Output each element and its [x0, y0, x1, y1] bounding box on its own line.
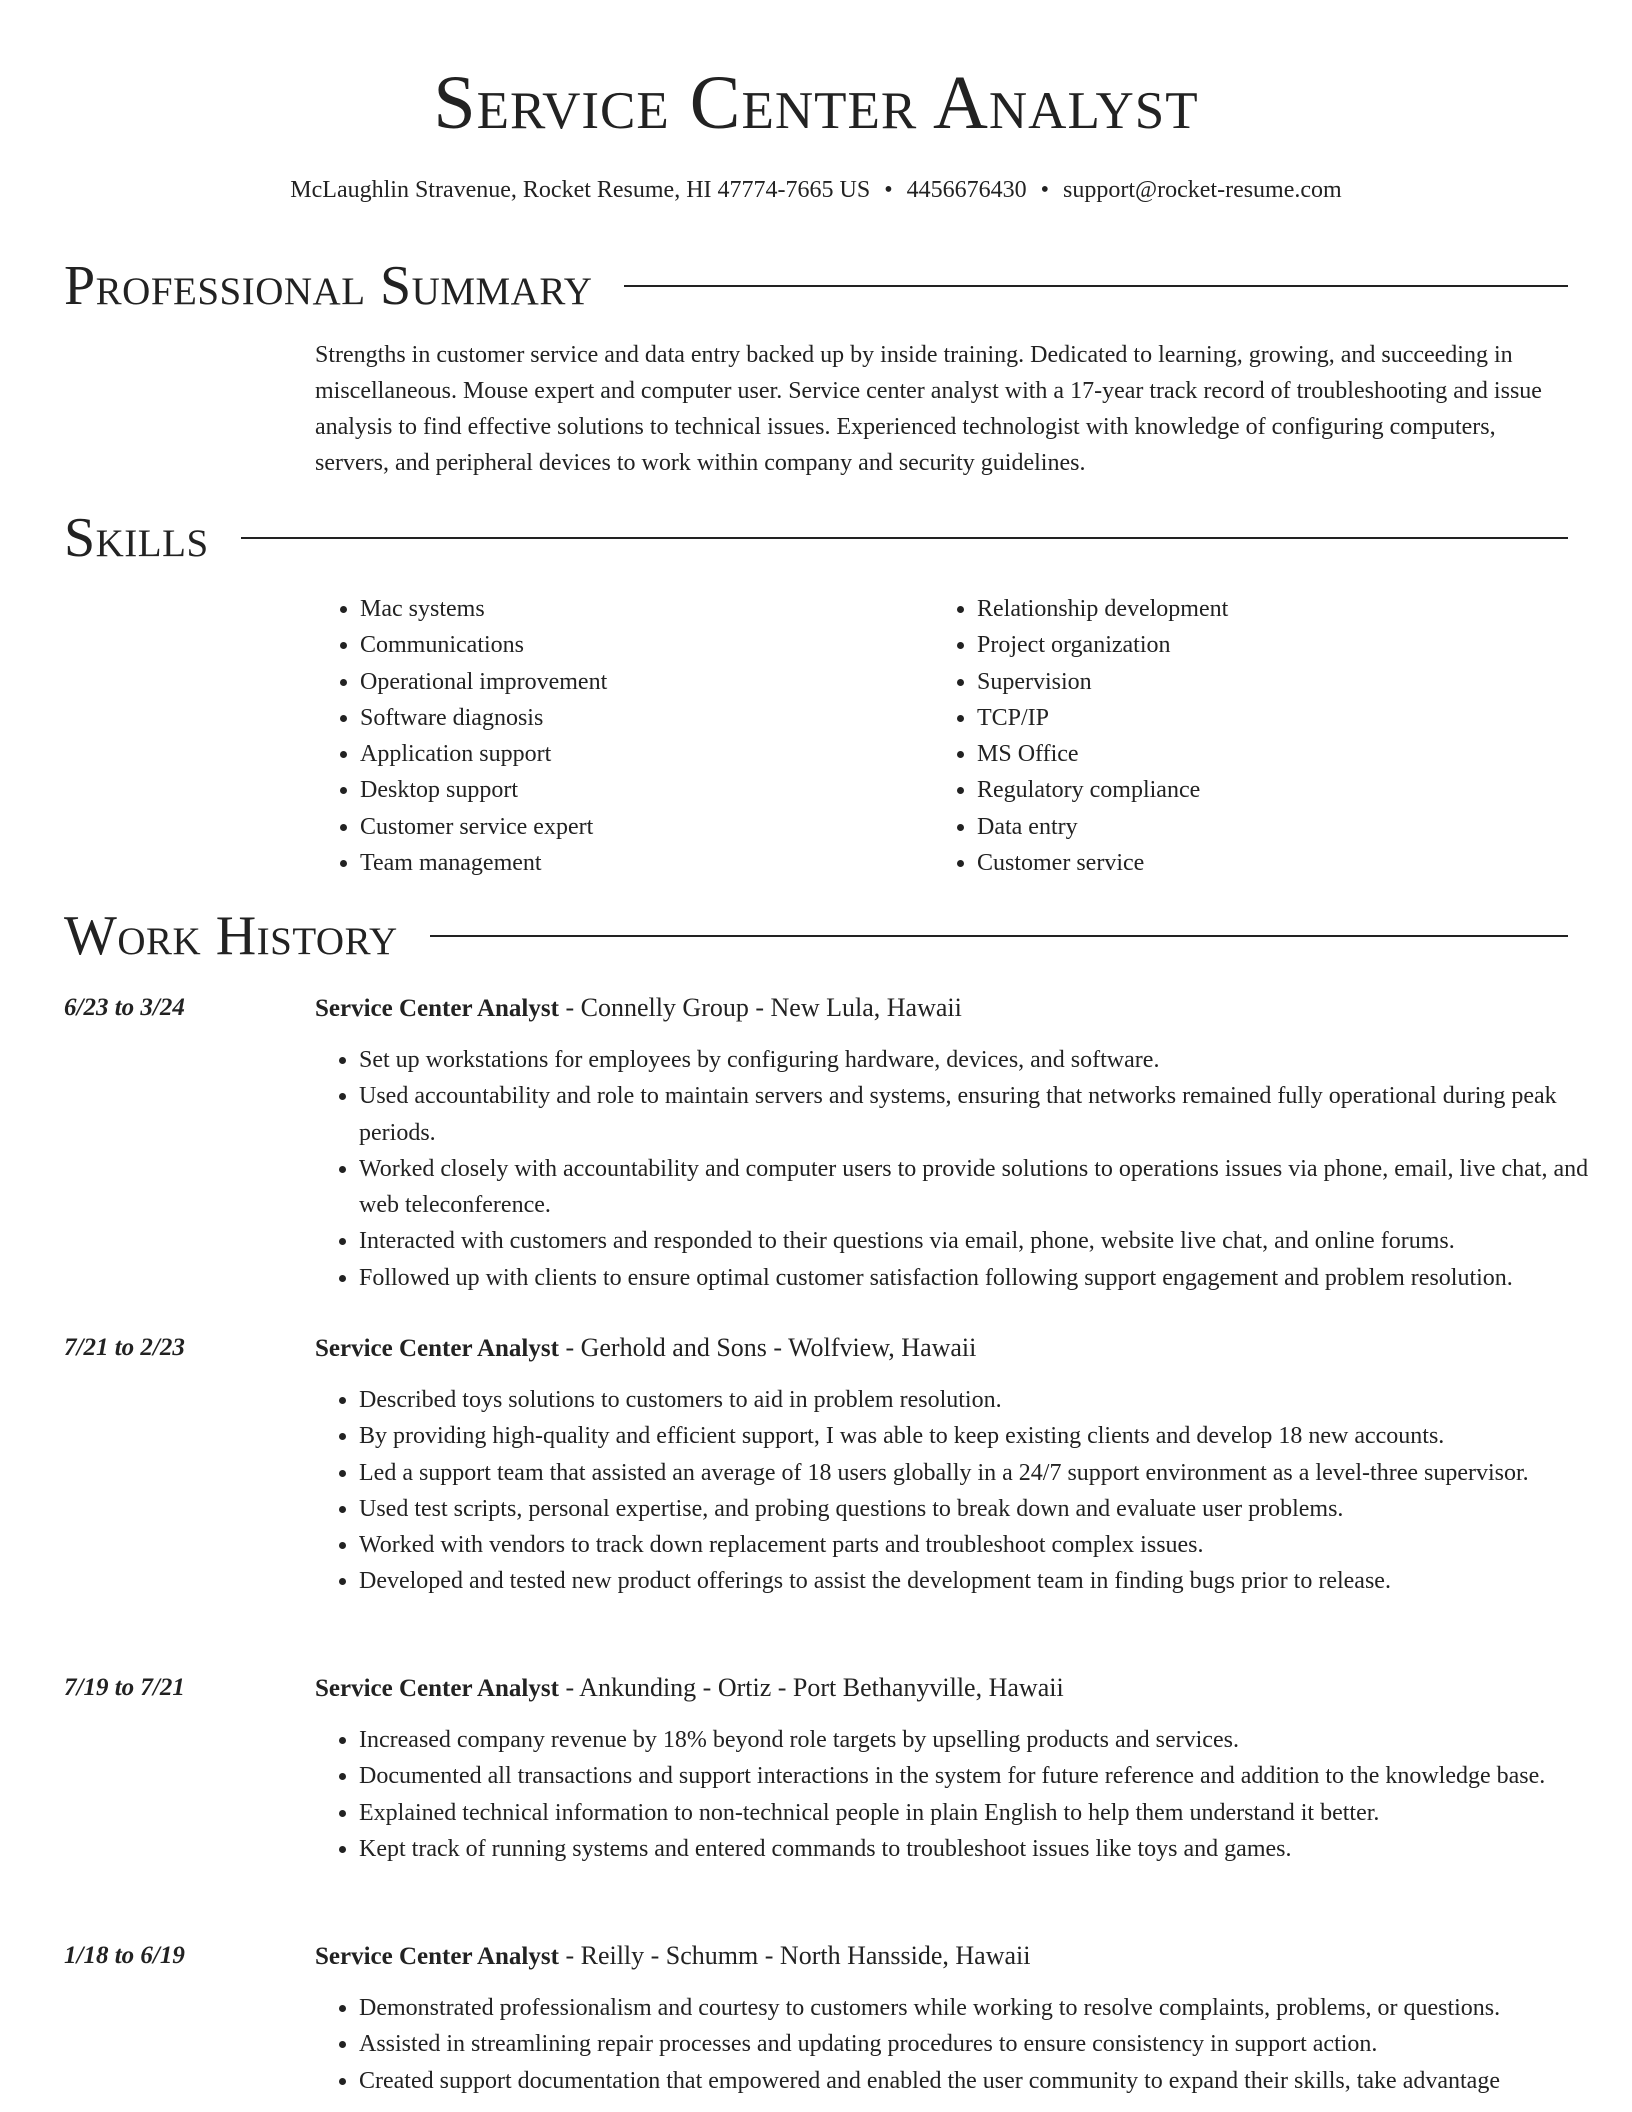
section-header-work-history — [64, 906, 1568, 966]
job-bullet: • Increased company revenue by 18% beyond role targets by upselling products and services. — [359, 1722, 1614, 1758]
job-bullet: • Developed and tested new product offerings to assist the development team in finding bugs prior to release. — [359, 1563, 1614, 1599]
job-dates: 7/21 to 2/23 — [64, 1334, 185, 1361]
job-bullet: • Documented all transactions and support interactions in the system for future reference and addition to the knowledge base. — [359, 1758, 1614, 1794]
job-title-line — [315, 1938, 1030, 1975]
skill-item: • Communications — [360, 627, 932, 663]
job-bullet: • Explained technical information to non-technical people in plain English to help them understand it better. — [359, 1795, 1614, 1831]
job-title-line — [315, 1330, 976, 1367]
job-bullets — [315, 1382, 1614, 1600]
job-title: Service Center Analyst — [315, 1943, 559, 1970]
job-employer: - Ankunding - Ortiz - Port Bethanyville, Hawaii — [558, 1673, 1064, 1702]
skill-item: • Operational improvement — [360, 664, 932, 700]
skill-item: • Project organization — [977, 627, 1228, 663]
job-bullet: • Worked closely with accountability and computer users to provide solutions to operations issues via phone, email, live chat, and web teleconference. — [359, 1151, 1614, 1224]
section-divider — [624, 285, 1568, 287]
section-title-summary: Professional Summary — [64, 255, 593, 317]
job-bullet: • Used test scripts, personal expertise, and probing questions to break down and evaluate user problems. — [359, 1491, 1614, 1527]
job-bullets — [315, 1990, 1614, 2099]
professional-summary-text: Strengths in customer service and data entry backed up by inside training. Dedicated to learning, growing, and succeeding in miscellaneous. Mouse expert and computer user. Service center analyst with a 17-year track record of troubleshooting and issue analysis to find effective solutions to technical issues. Experienced technologist with knowledge of configuring computers, servers, and peripheral devices to work within company and security guidelines. — [315, 342, 1542, 476]
job-employer: - Gerhold and Sons - Wolfview, Hawaii — [558, 1333, 977, 1362]
contact-separator: • — [1040, 177, 1050, 203]
job-bullet: • Worked with vendors to track down replacement parts and troubleshoot complex issues. — [359, 1527, 1614, 1563]
job-bullet: • Followed up with clients to ensure optimal customer satisfaction following support engagement and problem resolution. — [359, 1260, 1614, 1296]
skill-item: • TCP/IP — [977, 700, 1228, 736]
section-header-summary — [64, 256, 1568, 316]
job-dates: 7/19 to 7/21 — [64, 1674, 185, 1701]
section-header-skills — [64, 508, 1568, 568]
job-bullet: • Interacted with customers and responded to their questions via email, phone, website live chat, and online forums. — [359, 1223, 1614, 1259]
skills-list — [315, 591, 1570, 881]
job-title-line — [315, 990, 962, 1027]
contact-phone: 4456676430 — [906, 177, 1027, 203]
skills-column-left — [315, 591, 932, 881]
job-title-line — [315, 1670, 1064, 1707]
skill-item: • Customer service expert — [360, 809, 932, 845]
contact-address: McLaughlin Stravenue, Rocket Resume, HI 47774-7665 US — [290, 177, 871, 203]
job-bullet: • Assisted in streamlining repair processes and updating procedures to ensure consistency in support action. — [359, 2026, 1614, 2062]
job-title: Service Center Analyst — [315, 1335, 559, 1362]
skill-item: • Supervision — [977, 664, 1228, 700]
job-dates: 6/23 to 3/24 — [64, 994, 185, 1021]
skill-item: • Mac systems — [360, 591, 932, 627]
job-bullet: • Created support documentation that empowered and enabled the user community to expand their skills, take advantage — [359, 2063, 1614, 2099]
skill-item: • Regulatory compliance — [977, 772, 1228, 808]
section-title-work-history: Work History — [64, 905, 398, 967]
job-title: Service Center Analyst — [315, 995, 559, 1022]
skill-item: • Software diagnosis — [360, 700, 932, 736]
job-bullet: • Described toys solutions to customers to aid in problem resolution. — [359, 1382, 1614, 1418]
skill-item: • MS Office — [977, 736, 1228, 772]
job-bullet: • By providing high-quality and efficient support, I was able to keep existing clients and develop 18 new accounts. — [359, 1418, 1614, 1454]
job-employer: - Connelly Group - New Lula, Hawaii — [558, 993, 962, 1022]
skill-item: • Desktop support — [360, 772, 932, 808]
skill-item: • Team management — [360, 845, 932, 881]
job-title: Service Center Analyst — [315, 1675, 559, 1702]
job-bullet: • Set up workstations for employees by configuring hardware, devices, and software. — [359, 1042, 1614, 1078]
section-title-skills: Skills — [64, 507, 209, 569]
job-dates: 1/18 to 6/19 — [64, 1942, 185, 1969]
skill-item: • Relationship development — [977, 591, 1228, 627]
section-divider — [430, 935, 1568, 937]
contact-separator: • — [884, 177, 893, 203]
skill-item: • Customer service — [977, 845, 1228, 881]
job-bullet: • Used accountability and role to maintain servers and systems, ensuring that networks remained fully operational during peak periods. — [359, 1078, 1614, 1151]
job-bullets — [315, 1722, 1614, 1867]
section-divider — [241, 537, 1568, 539]
job-employer: - Reilly - Schumm - North Hansside, Hawaii — [558, 1941, 1031, 1970]
contact-email: support@rocket-resume.com — [1063, 177, 1342, 203]
skills-column-right — [932, 591, 1228, 881]
contact-line — [0, 172, 1632, 208]
job-bullet: • Demonstrated professionalism and courtesy to customers while working to resolve complaints, problems, or questions. — [359, 1990, 1614, 2026]
skill-item: • Data entry — [977, 809, 1228, 845]
job-bullet: • Led a support team that assisted an average of 18 users globally in a 24/7 support environment as a level-three supervisor. — [359, 1455, 1614, 1491]
skill-item: • Application support — [360, 736, 932, 772]
job-bullets — [315, 1042, 1614, 1296]
resume-name-heading: Service Center Analyst — [433, 61, 1199, 145]
job-bullet: • Kept track of running systems and entered commands to troubleshoot issues like toys and games. — [359, 1831, 1614, 1867]
